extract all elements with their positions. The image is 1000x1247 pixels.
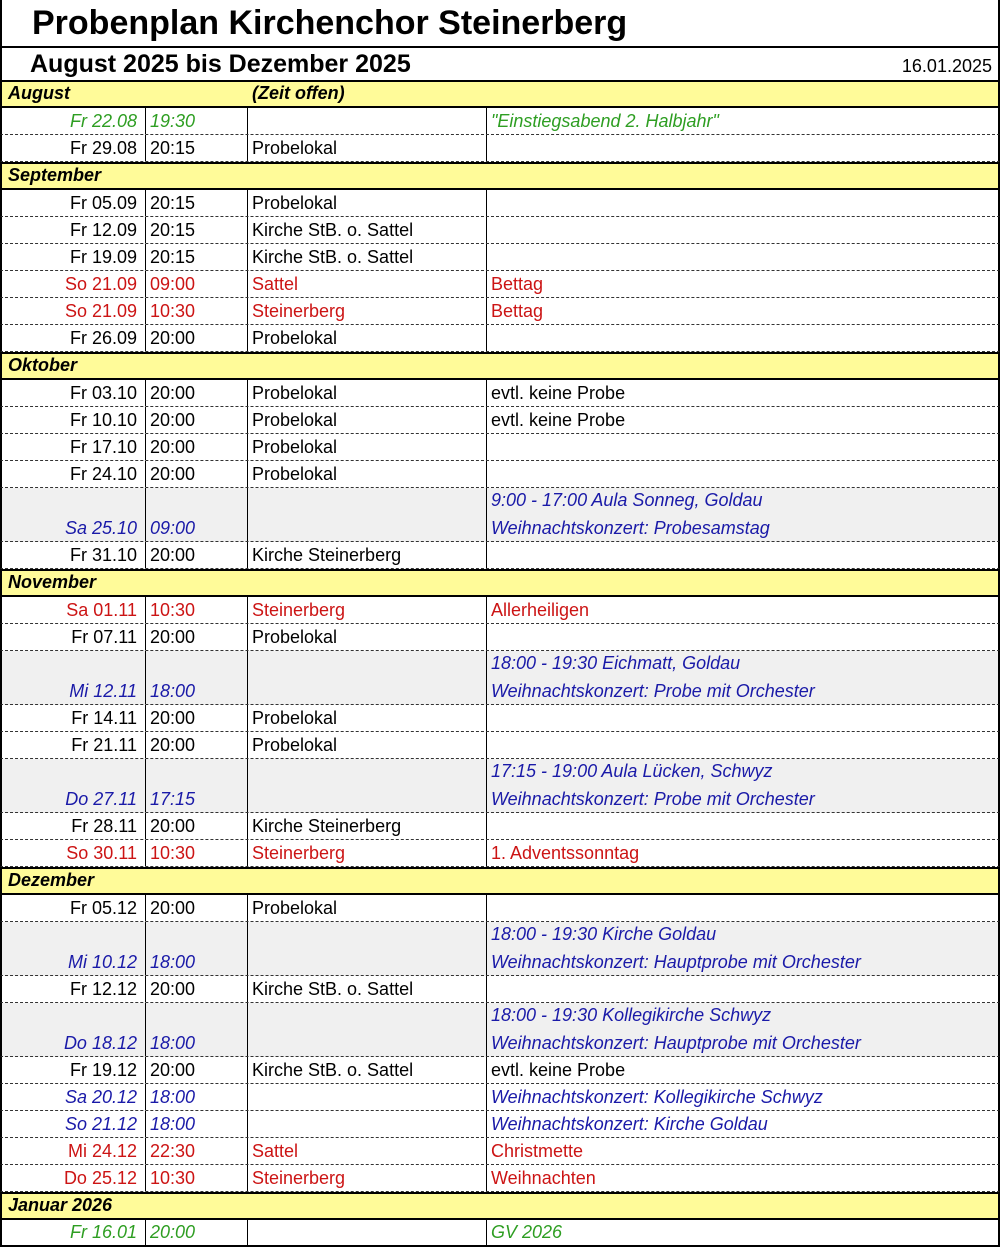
info-cell xyxy=(486,1220,998,1245)
info-text-line-1: 17:15 - 19:00 Aula Lücken, Schwyz xyxy=(491,761,773,781)
table-row xyxy=(0,813,1000,840)
date-text: Mi 12.11 xyxy=(69,681,137,701)
time-cell xyxy=(145,840,248,866)
date-text: Fr 12.12 xyxy=(69,979,137,999)
info-text: GV 2026 xyxy=(491,1222,563,1242)
place-text: Steinerberg xyxy=(252,843,346,863)
time-cell xyxy=(145,1057,248,1083)
table-row xyxy=(0,271,1000,298)
date-cell xyxy=(2,108,146,134)
place-cell xyxy=(247,298,487,324)
place-text: Probelokal xyxy=(252,437,338,457)
place-text: Sattel xyxy=(252,1141,299,1161)
time-text: 20:00 xyxy=(150,627,196,647)
info-text-line-2: Weihnachtskonzert: Hauptprobe mit Orchester xyxy=(491,1033,861,1053)
month-name: September xyxy=(8,165,102,185)
place-cell xyxy=(247,1057,487,1083)
time-text: 19:30 xyxy=(150,111,196,131)
info-cell xyxy=(486,705,998,731)
place-cell xyxy=(247,813,487,839)
info-text-line-1: 18:00 - 19:30 Kollegikirche Schwyz xyxy=(491,1005,772,1025)
date-text: Mi 10.12 xyxy=(67,952,137,972)
place-cell xyxy=(247,434,487,460)
time-cell xyxy=(145,108,248,134)
time-cell xyxy=(145,1220,248,1245)
time-cell xyxy=(145,298,248,324)
time-text: 20:00 xyxy=(150,979,196,999)
time-text: 20:00 xyxy=(150,545,196,565)
info-cell xyxy=(486,624,998,650)
place-cell xyxy=(247,624,487,650)
info-cell xyxy=(486,759,998,812)
info-text-line-1: 18:00 - 19:30 Eichmatt, Goldau xyxy=(491,653,741,673)
month-header xyxy=(0,867,1000,895)
info-text-line-1: 18:00 - 19:30 Kirche Goldau xyxy=(491,924,717,944)
time-text: 20:00 xyxy=(150,816,196,836)
time-cell xyxy=(145,922,248,975)
table-row xyxy=(0,1165,1000,1192)
info-cell xyxy=(486,651,998,704)
place-cell xyxy=(247,732,487,758)
info-cell xyxy=(486,976,998,1002)
date-text: Fr 22.08 xyxy=(69,111,137,131)
table-row xyxy=(0,1220,1000,1247)
time-cell xyxy=(145,190,248,216)
place-cell xyxy=(247,488,487,541)
time-text: 20:00 xyxy=(150,708,196,728)
time-text: 20:15 xyxy=(150,138,196,158)
place-cell xyxy=(247,380,487,406)
time-text: 09:00 xyxy=(150,274,196,294)
info-cell xyxy=(486,840,998,866)
time-cell xyxy=(145,732,248,758)
place-text: Probelokal xyxy=(252,138,338,158)
time-text: 18:00 xyxy=(150,681,196,701)
date-text: Fr 03.10 xyxy=(69,383,137,403)
table-row xyxy=(0,217,1000,244)
info-text: Christmette xyxy=(491,1141,584,1161)
info-cell xyxy=(486,1111,998,1137)
time-cell xyxy=(145,434,248,460)
place-cell xyxy=(247,1084,487,1110)
time-cell xyxy=(145,461,248,487)
date-cell xyxy=(2,271,146,297)
date-text: Mi 24.12 xyxy=(67,1141,137,1161)
place-cell xyxy=(247,271,487,297)
place-cell xyxy=(247,325,487,351)
time-text: 10:30 xyxy=(150,1168,196,1188)
info-text: "Einstiegsabend 2. Halbjahr" xyxy=(491,111,719,131)
time-cell xyxy=(145,1138,248,1164)
info-cell xyxy=(486,922,998,975)
table-row xyxy=(0,1111,1000,1138)
date-text: Fr 21.11 xyxy=(71,735,137,755)
place-cell xyxy=(247,759,487,812)
info-text-line-1: 9:00 - 17:00 Aula Sonneg, Goldau xyxy=(491,490,763,510)
time-text: 20:15 xyxy=(150,247,196,267)
month-header xyxy=(0,569,1000,597)
info-text: Bettag xyxy=(491,274,544,294)
place-text: Probelokal xyxy=(252,193,338,213)
date-text: Fr 19.12 xyxy=(69,1060,137,1080)
table-row xyxy=(0,380,1000,407)
date-cell xyxy=(2,705,146,731)
place-cell xyxy=(247,840,487,866)
table-row xyxy=(0,190,1000,217)
info-text-line-2: Weihnachtskonzert: Hauptprobe mit Orchester xyxy=(491,952,861,972)
place-cell xyxy=(247,1220,487,1245)
info-text: 1. Adventssonntag xyxy=(491,843,640,863)
table-row xyxy=(0,976,1000,1003)
time-text: 18:00 xyxy=(150,1087,196,1107)
place-text: Kirche StB. o. Sattel xyxy=(252,220,414,240)
date-text: Sa 01.11 xyxy=(66,600,137,620)
place-cell xyxy=(247,108,487,134)
date-cell xyxy=(2,976,146,1002)
info-cell xyxy=(486,244,998,270)
time-cell xyxy=(145,217,248,243)
time-cell xyxy=(145,542,248,568)
time-text: 18:00 xyxy=(150,1114,196,1134)
date-text: Fr 05.12 xyxy=(69,898,137,918)
time-cell xyxy=(145,135,248,161)
time-text: 20:00 xyxy=(150,898,196,918)
table-row xyxy=(0,108,1000,135)
time-cell xyxy=(145,813,248,839)
date-cell xyxy=(2,624,146,650)
time-cell xyxy=(145,759,248,812)
time-text: 20:15 xyxy=(150,193,196,213)
table-row xyxy=(0,434,1000,461)
info-cell xyxy=(486,1084,998,1110)
time-cell xyxy=(145,488,248,541)
table-row xyxy=(0,705,1000,732)
place-text: Probelokal xyxy=(252,627,338,647)
date-cell xyxy=(2,840,146,866)
date-cell xyxy=(2,597,146,623)
month-note: (Zeit offen) xyxy=(252,83,345,103)
date-cell xyxy=(2,217,146,243)
time-cell xyxy=(145,1165,248,1191)
date-text: So 21.12 xyxy=(64,1114,137,1134)
place-text: Kirche StB. o. Sattel xyxy=(252,1060,414,1080)
date-text: Fr 07.11 xyxy=(71,627,137,647)
date-text: Fr 14.11 xyxy=(71,708,137,728)
date-text: Sa 25.10 xyxy=(64,518,137,538)
date-cell xyxy=(2,1138,146,1164)
time-cell xyxy=(145,407,248,433)
date-text: Do 18.12 xyxy=(63,1033,137,1053)
date-cell xyxy=(2,135,146,161)
info-cell xyxy=(486,542,998,568)
info-text-line-2: Weihnachtskonzert: Probesamstag xyxy=(491,518,770,538)
info-cell xyxy=(486,1057,998,1083)
date-cell xyxy=(2,922,146,975)
place-text: Steinerberg xyxy=(252,301,346,321)
place-cell xyxy=(247,190,487,216)
info-cell xyxy=(486,813,998,839)
table-row xyxy=(0,488,1000,542)
date-cell xyxy=(2,813,146,839)
month-name: Januar 2026 xyxy=(8,1195,113,1215)
place-text: Kirche Steinerberg xyxy=(252,816,402,836)
place-text: Probelokal xyxy=(252,735,338,755)
time-text: 20:00 xyxy=(150,437,196,457)
date-text: Fr 31.10 xyxy=(69,545,137,565)
table-row xyxy=(0,1057,1000,1084)
place-text: Probelokal xyxy=(252,464,338,484)
place-cell xyxy=(247,651,487,704)
date-text: Fr 24.10 xyxy=(69,464,137,484)
time-cell xyxy=(145,271,248,297)
time-text: 20:00 xyxy=(150,1222,196,1242)
table-row xyxy=(0,542,1000,569)
place-cell xyxy=(247,461,487,487)
place-text: Probelokal xyxy=(252,383,338,403)
date-cell xyxy=(2,542,146,568)
date-cell xyxy=(2,190,146,216)
time-text: 20:00 xyxy=(150,410,196,430)
time-cell xyxy=(145,1084,248,1110)
date-text: Fr 16.01 xyxy=(69,1222,137,1242)
date-cell xyxy=(2,651,146,704)
place-text: Kirche StB. o. Sattel xyxy=(252,979,414,999)
place-text: Sattel xyxy=(252,274,299,294)
place-text: Kirche Steinerberg xyxy=(252,545,402,565)
date-text: So 30.11 xyxy=(66,843,137,863)
info-cell xyxy=(486,1165,998,1191)
place-cell xyxy=(247,1165,487,1191)
month-header xyxy=(0,80,1000,108)
time-text: 20:00 xyxy=(150,383,196,403)
date-text: Do 25.12 xyxy=(63,1168,137,1188)
info-cell xyxy=(486,407,998,433)
info-cell xyxy=(486,271,998,297)
place-cell xyxy=(247,895,487,921)
time-text: 10:30 xyxy=(150,301,196,321)
info-cell xyxy=(486,325,998,351)
table-row xyxy=(0,1084,1000,1111)
time-text: 09:00 xyxy=(150,518,196,538)
document-date: 16.01.2025 xyxy=(901,56,992,76)
date-cell xyxy=(2,298,146,324)
place-text: Steinerberg xyxy=(252,1168,346,1188)
time-cell xyxy=(145,705,248,731)
date-cell xyxy=(2,1003,146,1056)
month-name: Dezember xyxy=(8,870,95,890)
table-row xyxy=(0,651,1000,705)
table-row xyxy=(0,1003,1000,1057)
place-cell xyxy=(247,1111,487,1137)
info-cell xyxy=(486,108,998,134)
date-text: Fr 05.09 xyxy=(69,193,137,213)
date-text: Sa 20.12 xyxy=(64,1087,137,1107)
date-cell xyxy=(2,895,146,921)
time-text: 18:00 xyxy=(150,1033,196,1053)
table-row xyxy=(0,407,1000,434)
place-cell xyxy=(247,705,487,731)
info-cell xyxy=(486,488,998,541)
time-cell xyxy=(145,380,248,406)
info-text: Weihnachtskonzert: Kollegikirche Schwyz xyxy=(491,1087,823,1107)
table-row xyxy=(0,895,1000,922)
info-cell xyxy=(486,217,998,243)
date-text: So 21.09 xyxy=(64,274,137,294)
time-text: 20:00 xyxy=(150,1060,196,1080)
place-text: Kirche StB. o. Sattel xyxy=(252,247,414,267)
month-name: August xyxy=(8,83,70,103)
time-cell xyxy=(145,651,248,704)
title-row xyxy=(0,0,1000,46)
date-text: So 21.09 xyxy=(64,301,137,321)
month-name: Oktober xyxy=(8,355,78,375)
time-text: 20:00 xyxy=(150,735,196,755)
time-text: 18:00 xyxy=(150,952,196,972)
time-cell xyxy=(145,976,248,1002)
time-text: 20:00 xyxy=(150,464,196,484)
place-cell xyxy=(247,922,487,975)
date-cell xyxy=(2,434,146,460)
time-cell xyxy=(145,597,248,623)
date-cell xyxy=(2,732,146,758)
date-cell xyxy=(2,1111,146,1137)
month-header xyxy=(0,1192,1000,1220)
place-cell xyxy=(247,244,487,270)
info-cell xyxy=(486,597,998,623)
table-row xyxy=(0,597,1000,624)
table-row xyxy=(0,1138,1000,1165)
date-text: Do 27.11 xyxy=(65,789,137,809)
place-cell xyxy=(247,1138,487,1164)
info-text: Bettag xyxy=(491,301,544,321)
date-text: Fr 26.09 xyxy=(69,328,137,348)
date-cell xyxy=(2,407,146,433)
info-cell xyxy=(486,1138,998,1164)
info-text: Weihnachtskonzert: Kirche Goldau xyxy=(491,1114,768,1134)
date-cell xyxy=(2,1084,146,1110)
date-cell xyxy=(2,325,146,351)
info-cell xyxy=(486,135,998,161)
time-text: 20:15 xyxy=(150,220,196,240)
time-cell xyxy=(145,1003,248,1056)
place-text: Steinerberg xyxy=(252,600,346,620)
table-row xyxy=(0,135,1000,162)
date-cell xyxy=(2,461,146,487)
place-cell xyxy=(247,407,487,433)
date-text: Fr 10.10 xyxy=(69,410,137,430)
place-cell xyxy=(247,542,487,568)
date-cell xyxy=(2,1220,146,1245)
date-text: Fr 29.08 xyxy=(69,138,137,158)
time-text: 10:30 xyxy=(150,600,196,620)
time-text: 22:30 xyxy=(150,1141,196,1161)
table-row xyxy=(0,732,1000,759)
table-row xyxy=(0,922,1000,976)
info-cell xyxy=(486,298,998,324)
month-header xyxy=(0,352,1000,380)
page-subtitle: August 2025 bis Dezember 2025 xyxy=(30,50,411,78)
subtitle-row xyxy=(0,46,1000,80)
place-text: Probelokal xyxy=(252,328,338,348)
place-text: Probelokal xyxy=(252,898,338,918)
table-row xyxy=(0,624,1000,651)
info-cell xyxy=(486,380,998,406)
info-text: evtl. keine Probe xyxy=(491,1060,626,1080)
time-cell xyxy=(145,624,248,650)
date-cell xyxy=(2,759,146,812)
date-cell xyxy=(2,488,146,541)
date-cell xyxy=(2,244,146,270)
table-row xyxy=(0,840,1000,867)
table-row xyxy=(0,298,1000,325)
time-cell xyxy=(145,1111,248,1137)
month-header xyxy=(0,162,1000,190)
table-row xyxy=(0,461,1000,488)
time-text: 20:00 xyxy=(150,328,196,348)
info-text-line-2: Weihnachtskonzert: Probe mit Orchester xyxy=(491,681,815,701)
date-text: Fr 28.11 xyxy=(71,816,137,836)
time-cell xyxy=(145,244,248,270)
table-row xyxy=(0,325,1000,352)
info-cell xyxy=(486,732,998,758)
info-cell xyxy=(486,1003,998,1056)
date-text: Fr 12.09 xyxy=(69,220,137,240)
info-cell xyxy=(486,190,998,216)
place-text: Probelokal xyxy=(252,410,338,430)
time-text: 10:30 xyxy=(150,843,196,863)
time-cell xyxy=(145,325,248,351)
info-text: Allerheiligen xyxy=(491,600,590,620)
place-cell xyxy=(247,135,487,161)
place-cell xyxy=(247,597,487,623)
time-cell xyxy=(145,895,248,921)
place-cell xyxy=(247,1003,487,1056)
info-text: evtl. keine Probe xyxy=(491,383,626,403)
info-text: Weihnachten xyxy=(491,1168,596,1188)
info-cell xyxy=(486,434,998,460)
date-cell xyxy=(2,380,146,406)
table-row xyxy=(0,759,1000,813)
month-name: November xyxy=(8,572,97,592)
time-text: 17:15 xyxy=(150,789,196,809)
date-cell xyxy=(2,1057,146,1083)
info-text: evtl. keine Probe xyxy=(491,410,626,430)
info-text-line-2: Weihnachtskonzert: Probe mit Orchester xyxy=(491,789,815,809)
info-cell xyxy=(486,895,998,921)
place-cell xyxy=(247,217,487,243)
place-text: Probelokal xyxy=(252,708,338,728)
date-text: Fr 19.09 xyxy=(69,247,137,267)
table-row xyxy=(0,244,1000,271)
page-title: Probenplan Kirchenchor Steinerberg xyxy=(32,4,628,42)
date-text: Fr 17.10 xyxy=(69,437,137,457)
info-cell xyxy=(486,461,998,487)
date-cell xyxy=(2,1165,146,1191)
place-cell xyxy=(247,976,487,1002)
